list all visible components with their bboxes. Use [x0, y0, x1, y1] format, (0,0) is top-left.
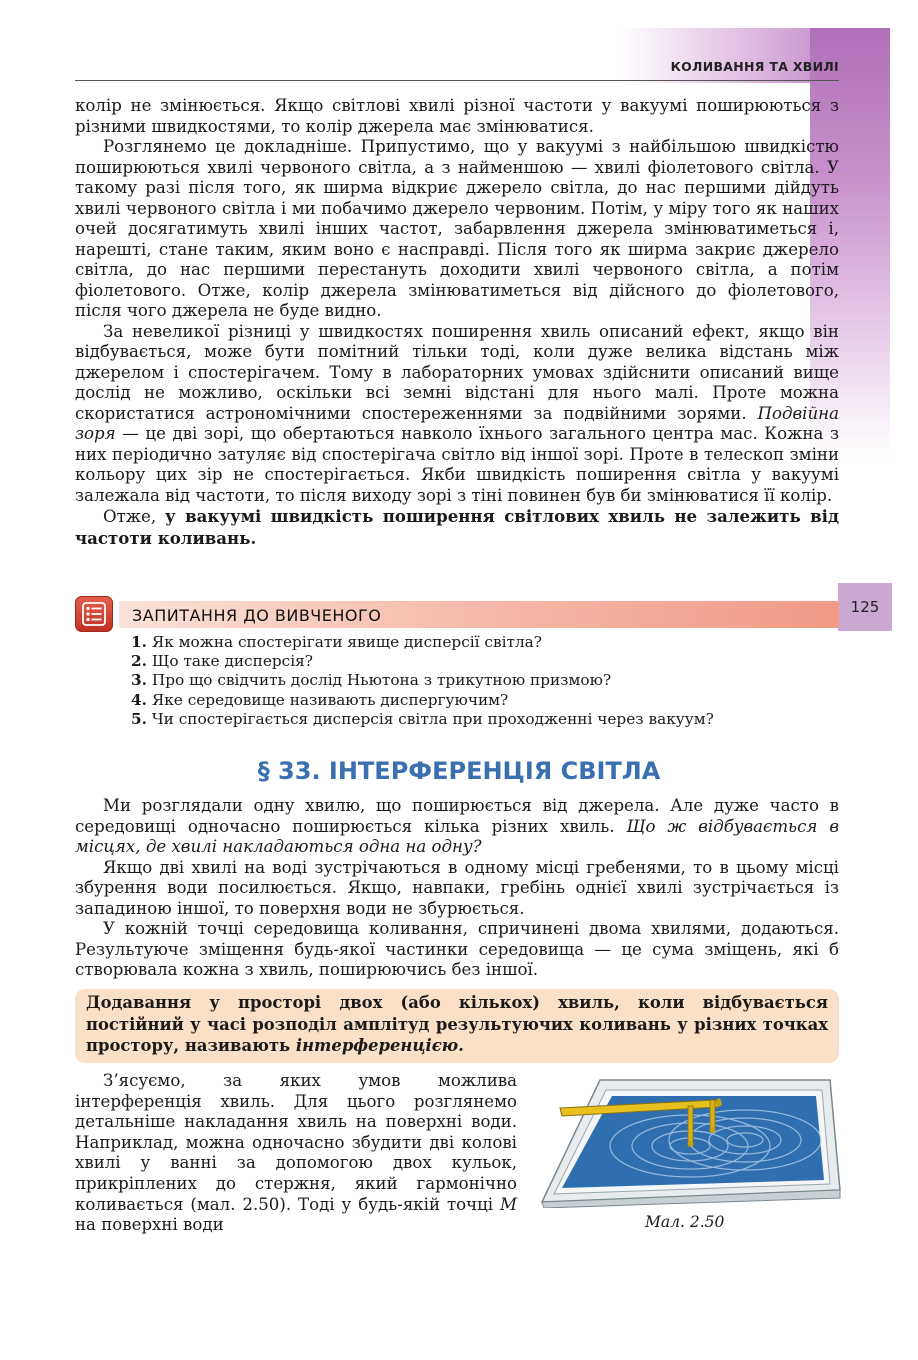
figure-ripple-tank [540, 1074, 842, 1208]
section-paragraph-4: З’ясуємо, за яких умов можлива інтерференція хвиль. Для цього розглянемо детальніше накладання хвиль на поверхні води. Наприклад, можна одночасно збудити дві колові хвилі у ванні за допомогою двох кульок, прикріплених до стержня, який гармонічно коливається (мал. 2.50). Тоді у будь-якій точці M на поверхні води [75, 1071, 517, 1235]
term-double-star: Подвійна зоря [75, 403, 839, 443]
section-paragraph-1: Ми розглядали одну хвилю, що поширюється від джерела. Але дуже часто в середовищі одночасно поширюється кілька різних хвиль. Що ж відбувається в місцях, де хвилі накладаються одна на одну? [75, 796, 839, 856]
question-item: 4. Яке середовище називають диспергуючим? [131, 690, 509, 709]
ripple-tank-illustration [540, 1074, 842, 1208]
question-item: 2. Що таке дисперсія? [131, 652, 313, 671]
page-number: 125 [838, 583, 892, 631]
section-paragraph-3: У кожній точці середовища коливання, спричинені двома хвилями, додаються. Результуюче зміщення будь-якої частинки середовища — це сума зміщень, які б створювала кожна з хвиль, поширюючись без іншої. [75, 919, 839, 979]
questions-header [75, 596, 839, 632]
question-item: 3. Про що свідчить дослід Ньютона з трикутною призмою? [131, 671, 612, 690]
checklist-icon [75, 596, 113, 632]
paragraph-1: колір не змінюється. Якщо світлові хвилі різної частоти у вакуумі поширюються з різними швидкостями, то колір джерела має змінюватися. [75, 96, 839, 136]
figure-caption: Мал. 2.50 [645, 1213, 725, 1231]
conclusion-bold: у вакуумі швидкість поширення світлових хвиль не залежить від частоти коливань. [75, 506, 840, 548]
bottom-text [75, 1071, 517, 1236]
question-item: 5. Чи спостерігається дисперсія світла при проходженні через вакуум? [131, 709, 714, 728]
section-title: § 33. ІНТЕРФЕРЕНЦІЯ СВІТЛА [257, 757, 661, 785]
questions-title: ЗАПИТАННЯ ДО ВИВЧЕНОГО [132, 606, 382, 625]
term-interference: інтерференцією. [295, 1036, 464, 1055]
paragraph-conclusion: Отже, у вакуумі швидкість поширення світлових хвиль не залежить від частоти коливань. [75, 506, 840, 548]
main-text [75, 96, 839, 549]
section-question: Що ж відбувається в місцях, де хвилі накладаються одна на одну? [75, 816, 839, 856]
definition-text: Додавання у просторі двох (або кількох) хвиль, коли відбувається постійний у часі розподіл амплітуд результуючих коливань у різних точках простору, називають інтерференцією. [86, 993, 828, 1055]
section-text [75, 796, 839, 981]
paragraph-2: Розглянемо це докладніше. Припустимо, що у вакуумі з найбільшою швидкістю поширюються хвилі червоного світла, а з найменшою — хвилі фіолетового світла. У такому разі після того, як ширма відкриє джерело світла, до нас першими дійдуть хвилі червоного світла і ми побачимо джерело червоним. Потім, у міру того як наших очей досягатимуть хвилі інших частот, забарвлення джерела змінюватиметься і, нарешті, стане таким, яким воно є насправді. Після того як ширма закриє джерело світла, до нас першими перестануть доходити хвилі червоного світла, а потім фіолетового. Отже, колір джерела змінюватиметься від дійсного до фіолетового, після чого джерела не буде видно. [75, 137, 839, 320]
question-item: 1. Як можна спостерігати явище дисперсії світла? [131, 633, 542, 651]
paragraph-3: За невеликої різниці у швидкостях поширення хвиль описаний ефект, якщо він відбувається, може бути помітний тільки тоді, коли дуже велика відстань між джерелом і спостерігачем. Тому в лабораторних умовах здійснити описаний вище дослід не можливо, оскільки всі земні відстані для нього малі. Проте можна скористатися астрономічними спостереженнями за подвійними зорями. Подвійна зоря — це дві зорі, що обертаються навколо їхнього загального центра мас. Кожна з них періодично затуляє від спостерігача світло від іншої зорі. Проте в телескоп зміни кольору цих зір не спостерігається. Якби швидкість поширення світла у вакуумі залежала від частоти, то після виходу зорі з тіні повинен був би змінюватися її колір. [75, 321, 839, 505]
header-title: КОЛИВАННЯ ТА ХВИЛІ [670, 59, 839, 74]
running-header [75, 56, 839, 81]
questions-list [131, 633, 714, 729]
section-paragraph-2: Якщо дві хвилі на воді зустрічаються в одному місці гребенями, то в цьому місці збурення води посилюється. Якщо, навпаки, гребінь однієї хвилі зустрічається із западиною іншої, то поверхня води не збурюється. [75, 857, 839, 918]
